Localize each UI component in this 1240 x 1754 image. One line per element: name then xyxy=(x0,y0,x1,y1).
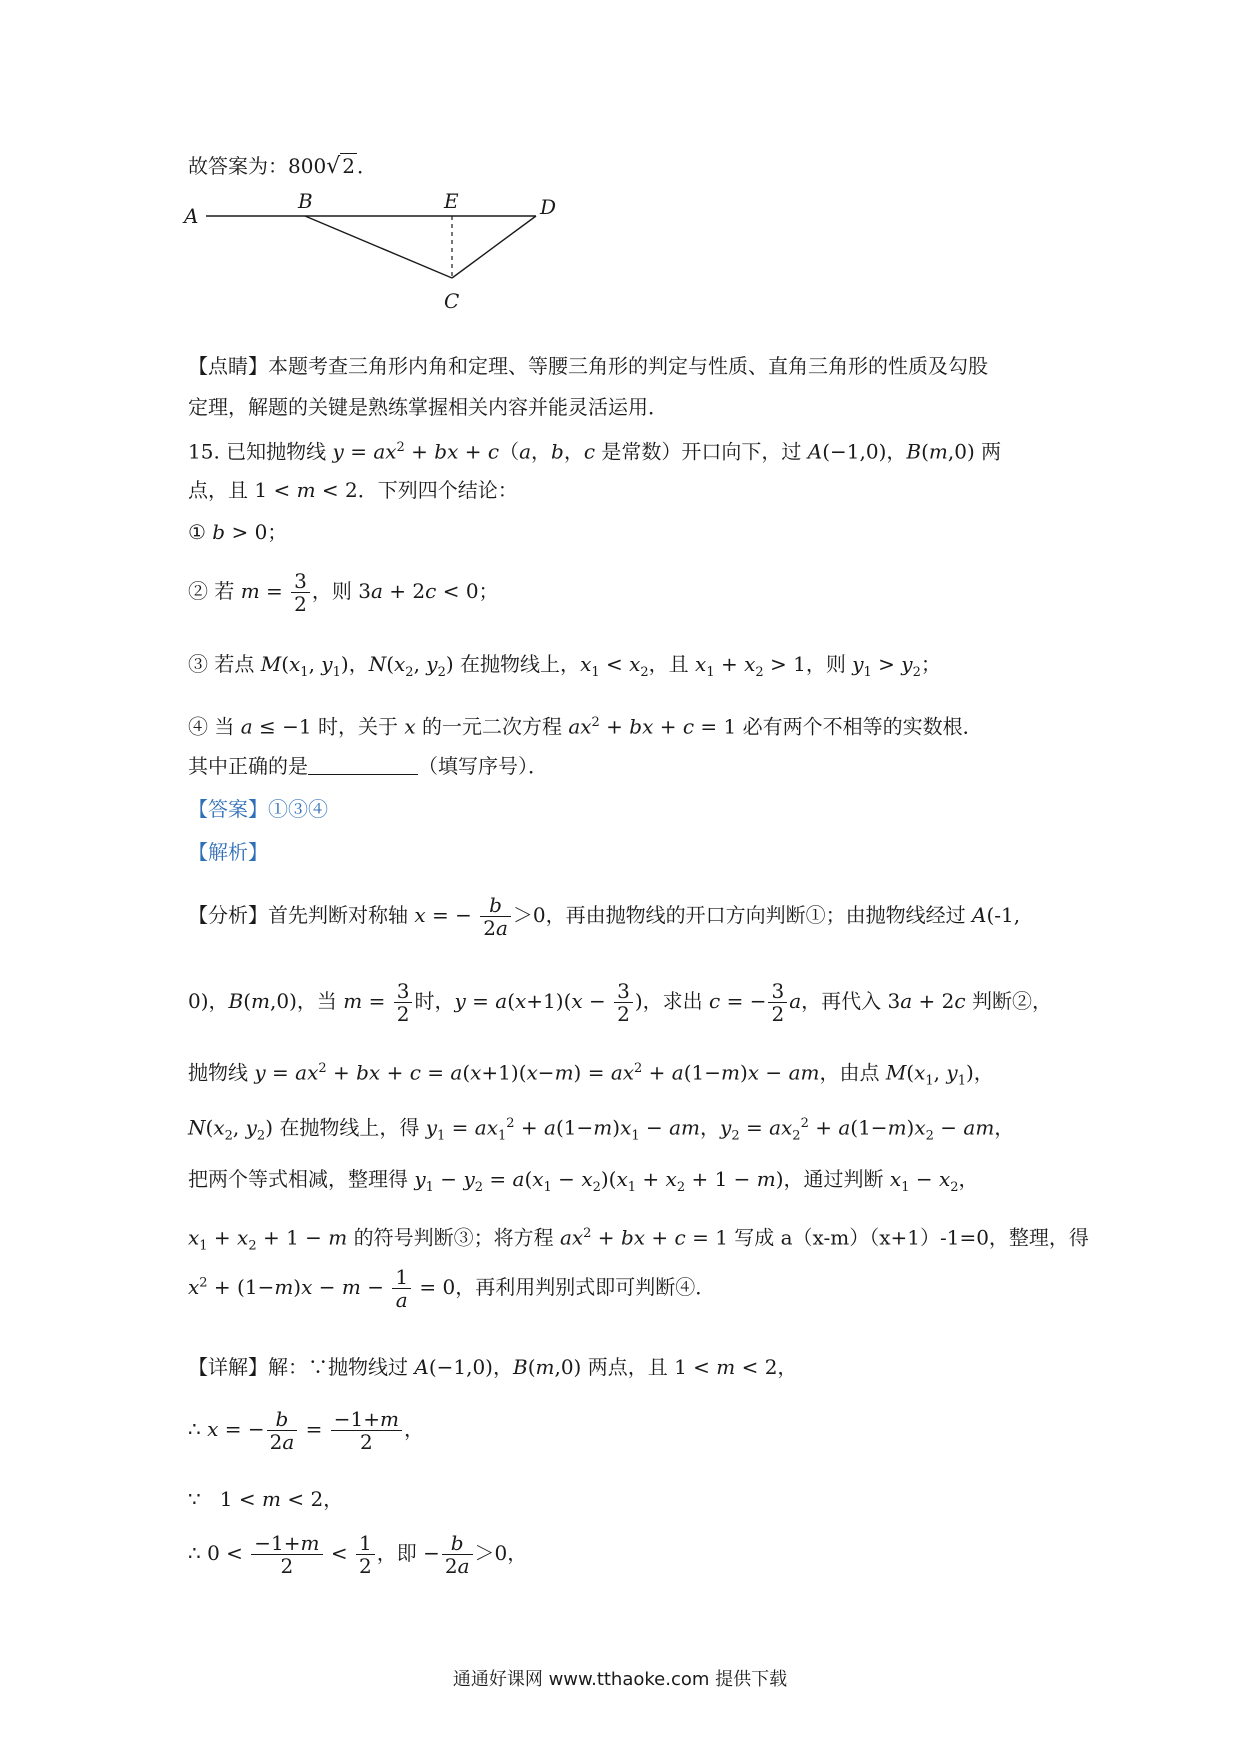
fill-blank-line: 其中正确的是 （填写序号）． xyxy=(188,754,548,778)
analysis-line7: $x^2 + (1-m)x - m$ − $\frac{1}{a}$ = 0，再利用判别式即可判断④． xyxy=(188,1265,716,1312)
triangle-figure xyxy=(180,190,600,330)
detail-line2: ∴ x = − $\frac{b}{2a}$ = $\frac{-1+m}{2}$ ， xyxy=(188,1407,424,1454)
analysis-line2: 0)，B(m,0)，当 m = $\frac{3}{2}$ 时，y = a(x+1)(x − $\frac{3}{2}$ )，求出 c = − $\frac{3}{2}$ a，再代入 3a + 2c 判断②， xyxy=(188,979,1052,1026)
label-d: D xyxy=(540,195,557,219)
conclusion-1: ① b > 0； xyxy=(188,520,288,544)
analysis-line4: $N(x_2$, $y_2$) 在抛物线上，得 $y_1 = ax_1^2 + a(1-m)x_1$ − am，$y_2 = ax_2^2 + a(1-m)x_2$ − am， xyxy=(188,1115,1015,1144)
label-a: A xyxy=(184,204,199,228)
answer-line: 【答案】①③④ xyxy=(188,797,328,821)
analysis-line5: 把两个等式相减，整理得 $y_1 - y_2 = a(x_1 - x_2)(x_1 + x_2 + 1 - m)$，通过判断 $x_1 - x_2$， xyxy=(188,1167,979,1195)
label-e: E xyxy=(444,190,459,213)
label-c: C xyxy=(444,289,460,313)
conclusion-3: ③ 若点 $M(x_1$, $y_1$)，$N(x_2$, $y_2$) 在抛物线上，$x_1 < x_2$，且 $x_1 + x_2 > 1$，则 $y_1 > y_2$； xyxy=(188,652,941,680)
analysis-line6: $x_1 + x_2 + 1 - m$ 的符号判断③；将方程 $ax^2$ + bx + c = 1 写成 a（x-m）（x+1）-1=0，整理，得 xyxy=(188,1225,1089,1254)
dianjing-line1: 【点睛】本题考查三角形内角和定理、等腰三角形的判定与性质、直角三角形的性质及勾股 xyxy=(188,354,988,378)
analysis-line3: 抛物线 $y = ax^2$ + bx + $c = a(x+1)(x-m) = ax^2 + a(1-m)x$ − am，由点 $M(x_1$, $y_1$)， xyxy=(188,1060,994,1089)
question-line1: 15. 已知抛物线 $y = ax^2$ + bx + c（a，b，c 是常数）开口向下，过 A(−1,0)，B(m,0) 两 xyxy=(188,439,1002,464)
analysis-line1: 【分析】首先判断对称轴 x = − $\frac{b}{2a}$ ＞0，再由抛物线的开口方向判断①；由抛物线经过 A(-1, xyxy=(188,893,1021,940)
conclusion-2: ② 若 m = $\frac{3}{2}$ ，则 3a + 2c < 0； xyxy=(188,569,499,616)
page-footer: 通通好课网 www.tthaoke.com 提供下载 xyxy=(452,1669,788,1690)
conclusion-4: ④ 当 a ≤ −1 时，关于 x 的一元二次方程 $ax^2$ + bx + c = 1 必有两个不相等的实数根． xyxy=(188,714,983,739)
jiexi-heading: 【解析】 xyxy=(188,840,268,864)
top-answer: 故答案为：800√ 2 ． xyxy=(188,154,377,179)
detail-line3: ∵ 1 < m < 2， xyxy=(188,1487,344,1511)
question-line2: 点，且 1 < m < 2．下列四个结论： xyxy=(188,478,518,502)
dianjing-line2: 定理，解题的关键是熟练掌握相关内容并能灵活运用． xyxy=(188,395,668,419)
label-b: B xyxy=(298,190,313,213)
answer-blank[interactable] xyxy=(308,756,418,775)
detail-line4: ∴ 0 < $\frac{-1+m}{2}$ < $\frac{1}{2}$ ，即 − $\frac{b}{2a}$ ＞0， xyxy=(188,1531,528,1578)
detail-line1: 【详解】解：∵抛物线过 A(−1,0)，B(m,0) 两点，且 1 < m < 2， xyxy=(188,1355,798,1379)
